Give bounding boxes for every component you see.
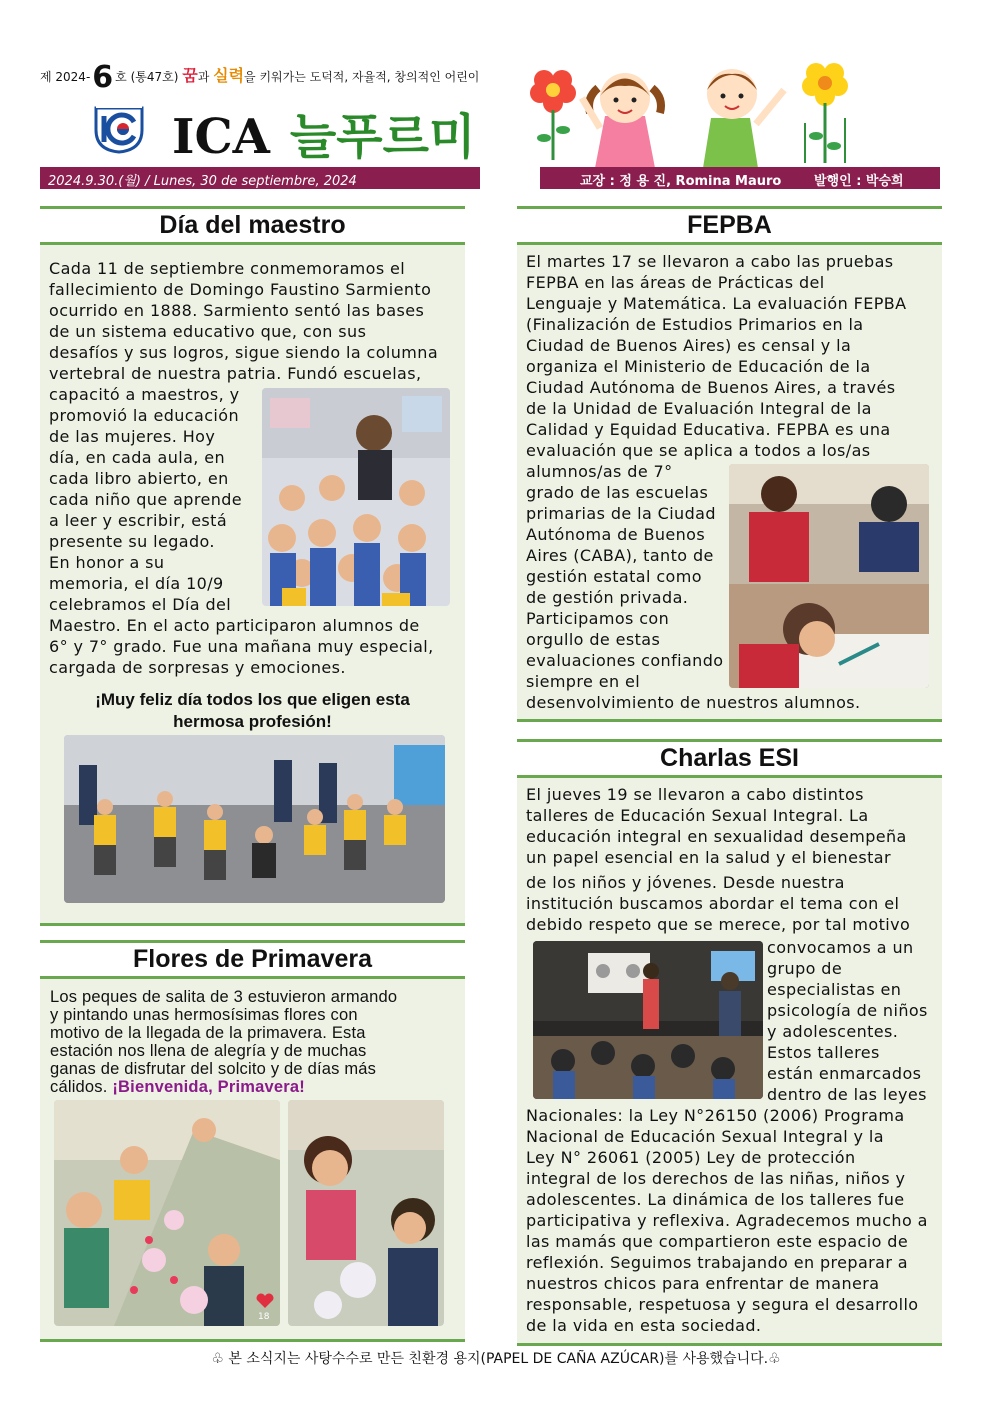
text-line: Aires (CABA), tanto de: [526, 546, 714, 565]
text-line: de los niños y jóvenes. Desde nuestra: [526, 873, 845, 892]
article-title: Flores de Primavera: [40, 943, 465, 979]
text-line: capacitó a maestros, y: [49, 385, 240, 404]
text-line: a leer y escribir, está: [49, 511, 228, 530]
date-bar: [40, 167, 940, 189]
text-line: de la Unidad de Evaluación Integral de la: [526, 399, 872, 418]
text-line: de las mujeres. Hoy: [49, 427, 216, 446]
closing-line: hermosa profesión!: [173, 712, 332, 731]
text-line: organiza el Ministerio de Educación de la: [526, 357, 871, 376]
text-line: evaluaciones confiando: [526, 651, 724, 670]
text-line: de gestión privada.: [526, 588, 689, 607]
text-line: educación integral en sexualidad desempeña: [526, 827, 907, 846]
text-line: [50, 1078, 460, 1096]
teacher-with-students-photo: [262, 388, 450, 606]
text-line: Ley N° 26061 (2005) Ley de protección: [526, 1148, 856, 1167]
text-line: celebramos el Día del: [49, 595, 232, 614]
maestro-paragraph-1: [49, 258, 464, 384]
text-line: fallecimiento de Domingo Faustino Sarmiento: [49, 280, 432, 299]
text-line: Calidad y Equidad Educativa. FEPBA es una: [526, 420, 891, 439]
closing-line: ¡Muy feliz día todos los que eligen esta: [95, 690, 410, 709]
text-line: Maestro. En el acto participaron alumnos de: [49, 616, 420, 635]
text-line: talleres de Educación Sexual Integral. La: [526, 806, 869, 825]
fepba-paragraph-3: [526, 692, 941, 713]
heart-icon: [256, 1293, 274, 1309]
principal-names: 교장 : 정 용 진, Romina Mauro: [580, 174, 782, 189]
text-line: Participamos con: [526, 609, 670, 628]
text-fragment: cálidos.: [50, 1078, 113, 1096]
issue-prefix: 제 2024-: [40, 70, 91, 84]
motto-dream: 꿈: [182, 66, 198, 85]
text-line: y adolescentes.: [767, 1022, 899, 1041]
text-line: El jueves 19 se llevaron a cabo distintos: [526, 785, 864, 804]
text-line: día, en cada aula, en: [49, 448, 226, 467]
girl-illustration: [582, 73, 661, 168]
text-line: evaluación que se aplica a todos a los/as: [526, 441, 871, 460]
fepba-paragraph-1: [526, 251, 941, 461]
boy-illustration: [703, 69, 784, 168]
text-line: de la vida en esta sociedad.: [526, 1316, 762, 1335]
text-line: Estos talleres: [767, 1043, 880, 1062]
motto-and: 과: [197, 70, 214, 84]
text-line: psicología de niños: [767, 1001, 928, 1020]
yellow-flower-icon: [802, 63, 848, 163]
text-line: reflexión. Seguimos trabajando en preparar a: [526, 1253, 909, 1272]
text-line: Ciudad de Buenos Aires) es censal y la: [526, 336, 852, 355]
text-line: (Finalización de Estudios Primarios en la: [526, 315, 864, 334]
issue-number: 6: [92, 60, 114, 95]
motto-rest: 을 키워가는 도덕적, 자율적, 창의적인 어린이: [244, 70, 480, 84]
text-line: Los peques de salita de 3 estuvieron armando: [50, 988, 398, 1006]
text-line: vertebral de nuestra patria. Fundó escuelas,: [49, 364, 422, 383]
text-line: orgullo de estas: [526, 630, 661, 649]
issue-date: 2024.9.30.(월) / Lunes, 30 de septiembre, 2024: [48, 174, 357, 189]
footer-note: ♧ 본 소식지는 사탕수수로 만든 친환경 용지(PAPEL DE CAÑA AZÚCAR)를 사용했습니다.♧: [211, 1351, 781, 1367]
esi-paragraph-2: [767, 937, 942, 1105]
text-line: El martes 17 se llevaron a cabo las pruebas: [526, 252, 894, 271]
text-line: nuestros chicos para enfrentar de manera: [526, 1274, 880, 1293]
text-line: integral de los derechos de las niñas, niños y: [526, 1169, 906, 1188]
article-title: Día del maestro: [40, 209, 465, 245]
maestro-closing: [40, 689, 465, 733]
esi-paragraph-1: [526, 784, 941, 935]
text-line: grupo de: [767, 959, 843, 978]
text-line: convocamos a un: [767, 938, 914, 957]
maestro-paragraph-3: [49, 615, 464, 678]
text-line: están enmarcados: [767, 1064, 922, 1083]
text-line: cargada de sorpresas y emociones.: [49, 658, 346, 677]
text-line: FEPBA en las áreas de Prácticas del: [526, 273, 825, 292]
text-line: grado de las escuelas: [526, 483, 709, 502]
red-flower-icon: [530, 70, 576, 160]
text-line: un papel esencial en la salud y el bienestar: [526, 848, 891, 867]
text-line: ganas de disfrutar del solcito y de días más: [50, 1060, 377, 1078]
kids-flowers-illustration: [520, 58, 865, 168]
text-line: Ciudad Autónoma de Buenos Aires, a través: [526, 378, 896, 397]
text-line: desafíos y sus logros, sigue siendo la columna: [49, 343, 439, 362]
text-line: primarias de la Ciudad: [526, 504, 716, 523]
maestro-paragraph-2: [49, 384, 259, 615]
text-line: responsable, respetuosa y segura el desarrollo: [526, 1295, 919, 1314]
text-line: alumnos/as de 7°: [526, 462, 673, 481]
publisher: 발행인 : 박승희: [814, 174, 904, 189]
students-taking-exam-photo: [729, 464, 929, 688]
text-line: Autónoma de Buenos: [526, 525, 706, 544]
text-line: Lenguaje y Matemática. La evaluación FEPBA: [526, 294, 907, 313]
text-line: Nacionales: la Ley N°26150 (2006) Programa: [526, 1106, 905, 1125]
fepba-paragraph-2: [526, 461, 731, 692]
text-line: memoria, el día 10/9: [49, 574, 224, 593]
esi-workshop-photo: [533, 941, 763, 1099]
photo-badge: 18: [258, 1312, 270, 1322]
text-line: estación nos llena de alegría y de muchas: [50, 1042, 367, 1060]
text-line: participativa y reflexiva. Agradecemos mucho a: [526, 1211, 928, 1230]
text-line: y pintando unas hermosísimas flores con: [50, 1006, 358, 1024]
text-line: desenvolvimiento de nuestros alumnos.: [526, 693, 861, 712]
students-dancing-photo: [64, 735, 445, 903]
masthead-korean: 늘푸르미: [289, 109, 476, 165]
text-line: debido respeto que se merece, por tal motivo: [526, 915, 911, 934]
text-line: Nacional de Educación Sexual Integral y la: [526, 1127, 884, 1146]
masthead: [172, 98, 475, 167]
text-line: En honor a su: [49, 553, 165, 572]
text-line: cada libro abierto, en: [49, 469, 229, 488]
kids-painting-flowers-photo-right: [288, 1100, 444, 1326]
text-line: adolescentes. La dinámica de los talleres fue: [526, 1190, 905, 1209]
kids-painting-flowers-photo-left: [54, 1100, 280, 1326]
text-line: dentro de las leyes: [767, 1085, 927, 1104]
issue-suffix: 호 (통47호): [115, 70, 179, 84]
esi-paragraph-3: [526, 1105, 941, 1336]
masthead-latin: ICA: [172, 109, 270, 165]
article-title: FEPBA: [517, 209, 942, 245]
text-line: las mamás que compartieron este espacio de: [526, 1232, 909, 1251]
text-line: cada niño que aprende: [49, 490, 243, 509]
text-line: presente su legado.: [49, 532, 215, 551]
text-line: de un sistema educativo que, con sus: [49, 322, 367, 341]
text-line: promovió la educación: [49, 406, 239, 425]
issue-line: [40, 60, 479, 95]
text-line: motivo de la llegada de la primavera. Esta: [50, 1024, 366, 1042]
motto-skill: 실력: [213, 66, 245, 85]
article-title: Charlas ESI: [517, 742, 942, 778]
spring-welcome: ¡Bienvenida, Primavera!: [112, 1078, 305, 1096]
text-line: siempre en el: [526, 672, 641, 691]
text-line: especialistas en: [767, 980, 902, 999]
text-line: institución buscamos abordar el tema con el: [526, 894, 900, 913]
text-line: Cada 11 de septiembre conmemoramos el: [49, 259, 406, 278]
flores-paragraph: [50, 988, 460, 1096]
text-line: ocurrido en 1888. Sarmiento sentó las bases: [49, 301, 425, 320]
text-line: 6° y 7° grado. Fue una mañana muy especial,: [49, 637, 434, 656]
text-line: gestión estatal como: [526, 567, 702, 586]
school-logo: [92, 100, 146, 154]
